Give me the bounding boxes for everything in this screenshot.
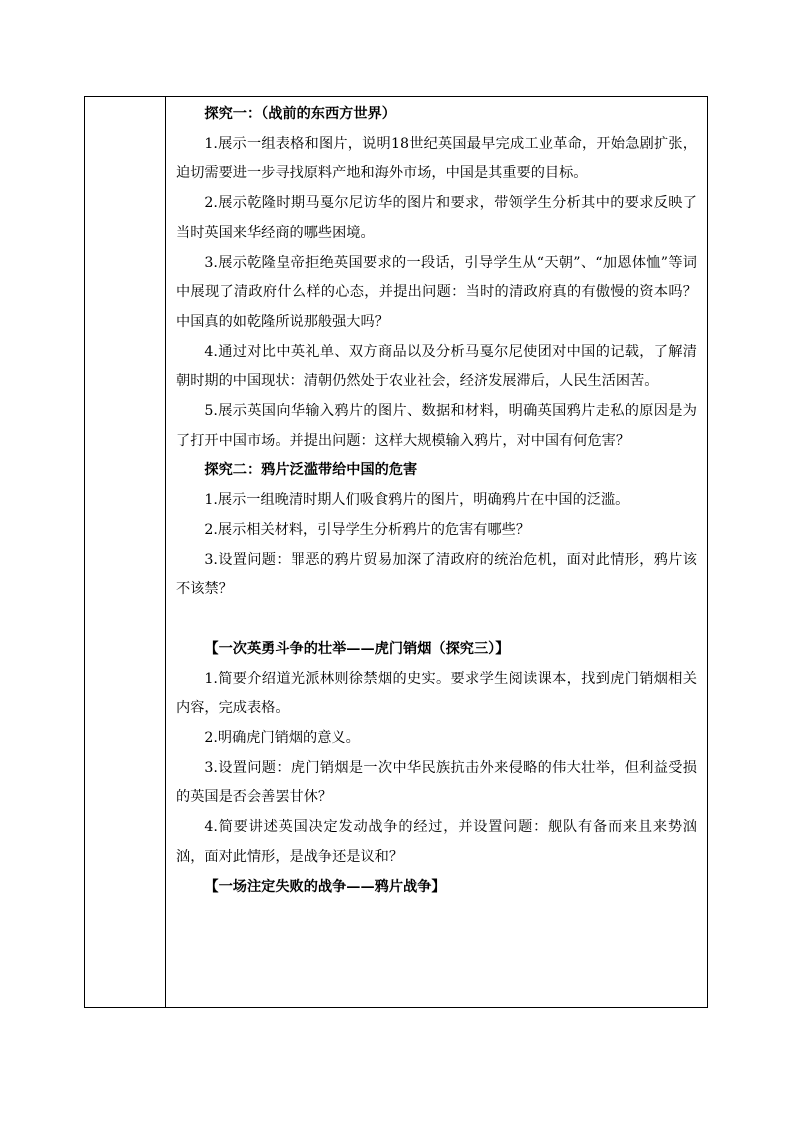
section-heading-humen: 【一次英勇斗争的壮举——虎门销烟（探究三）】 bbox=[204, 640, 510, 657]
section-heading-inquiry-1: 探究一：（战前的东西方世界） bbox=[204, 106, 396, 122]
table-content-cell bbox=[166, 97, 707, 1007]
humen-item-3: 3.设置问题：虎门销烟是一次中华民族抗击外来侵略的伟大壮举，但利益受损的英国是否会善罢甘休？ bbox=[176, 759, 697, 806]
section-heading-inquiry-2: 探究二：鸦片泛滥带给中国的危害 bbox=[204, 462, 418, 479]
inquiry-1-item-3: 3.展示乾隆皇帝拒绝英国要求的一段话，引导学生从“天朝”、“加恩体恤”等词中展现了清政府什么样的心态，并提出问题：当时的清政府真的有傲慢的资本吗？中国真的如乾隆所说那般强大吗？ bbox=[176, 254, 697, 330]
table-left-column bbox=[85, 97, 166, 1007]
inquiry-1-item-2: 2.展示乾隆时期马戛尔尼访华的图片和要求，带领学生分析其中的要求反映了当时英国来华经商的哪些困境。 bbox=[176, 195, 697, 241]
inquiry-1-item-1: 1.展示一组表格和图片，说明18世纪英国最早完成工业革命，开始急剧扩张，迫切需要进一步寻找原料产地和海外市场，中国是其重要的目标。 bbox=[176, 135, 697, 182]
inquiry-2-item-3: 3.设置问题：罪恶的鸦片贸易加深了清政府的统治危机，面对此情形，鸦片该不该禁？ bbox=[176, 551, 697, 598]
inquiry-1-item-5: 5.展示英国向华输入鸦片的图片、数据和材料，明确英国鸦片走私的原因是为了打开中国市场。并提出问题：这样大规模输入鸦片，对中国有何危害？ bbox=[176, 403, 697, 449]
humen-item-4: 4.简要讲述英国决定发动战争的经过，并设置问题：舰队有备而来且来势汹汹，面对此情形，是战争还是议和？ bbox=[176, 819, 697, 865]
humen-item-2: 2.明确虎门销烟的意义。 bbox=[204, 730, 360, 747]
inquiry-2-item-1: 1.展示一组晚清时期人们吸食鸦片的图片，明确鸦片在中国的泛滥。 bbox=[204, 492, 630, 509]
blank-line bbox=[176, 605, 697, 635]
inquiry-2-item-2: 2.展示相关材料，引导学生分析鸦片的危害有哪些？ bbox=[204, 521, 531, 538]
inquiry-1-item-4: 4.通过对比中英礼单、双方商品以及分析马戛尔尼使团对中国的记载，了解清朝时期的中国现状：清朝仍然处于农业社会，经济发展滞后，人民生活困苦。 bbox=[176, 343, 697, 390]
lesson-table bbox=[84, 96, 708, 1008]
humen-item-1: 1.简要介绍道光派林则徐禁烟的史实。要求学生阅读课本，找到虎门销烟相关内容，完成表格。 bbox=[176, 670, 697, 717]
section-heading-opium-war: 【一场注定失败的战争——鸦片战争】 bbox=[204, 878, 446, 895]
